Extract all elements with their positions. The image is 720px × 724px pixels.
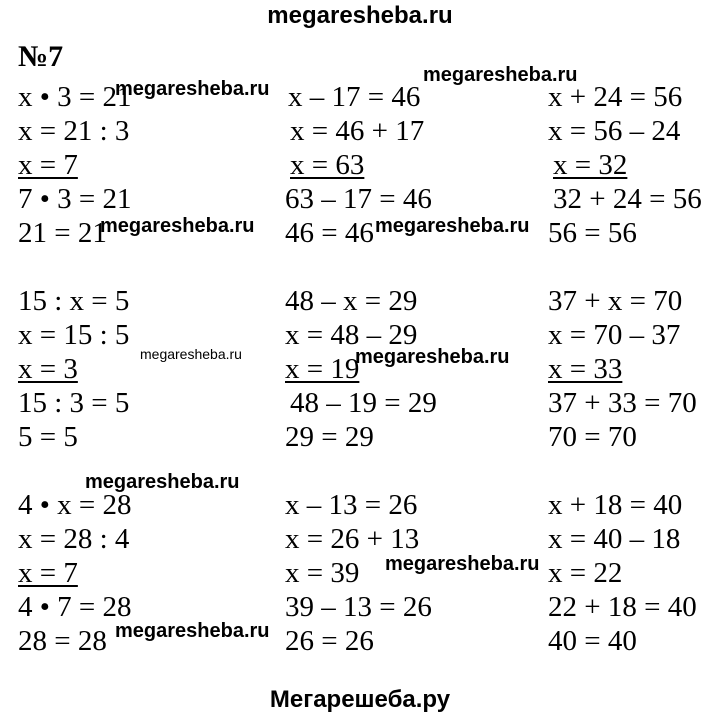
equation-line: x + 18 = 40	[548, 489, 683, 521]
watermark: megaresheba.ru	[375, 215, 530, 237]
equation-line: x = 26 + 13	[285, 523, 420, 555]
check-line: 70 = 70	[548, 421, 637, 453]
equation-line: x = 28 : 4	[18, 523, 130, 555]
watermark: megaresheba.ru	[85, 471, 240, 493]
answer-line: x = 39	[285, 557, 360, 589]
answer-line: x = 32	[553, 149, 628, 181]
check-line: 56 = 56	[548, 217, 637, 249]
equation-line: x = 70 – 37	[548, 319, 681, 351]
check-line: 48 – 19 = 29	[290, 387, 437, 419]
answer-line: x = 63	[290, 149, 365, 181]
watermark: megaresheba.ru	[115, 78, 270, 100]
check-line: 63 – 17 = 46	[285, 183, 432, 215]
equation-line: x • 3 = 21	[18, 81, 132, 113]
exercise-number: №7	[18, 40, 64, 73]
equation-line: 4 • x = 28	[18, 489, 132, 521]
check-line: 28 = 28	[18, 625, 107, 657]
equation-line: x = 56 – 24	[548, 115, 681, 147]
check-line: 15 : 3 = 5	[18, 387, 130, 419]
answer-line: x = 19	[285, 353, 360, 385]
site-header: megaresheba.ru	[267, 2, 453, 29]
equation-line: x = 21 : 3	[18, 115, 130, 147]
watermark: megaresheba.ru	[140, 346, 242, 362]
equation-line: x – 13 = 26	[285, 489, 418, 521]
check-line: 22 + 18 = 40	[548, 591, 697, 623]
equation-line: x = 40 – 18	[548, 523, 681, 555]
equation-line: 48 – x = 29	[285, 285, 418, 317]
check-line: 46 = 46	[285, 217, 374, 249]
answer-line: x = 22	[548, 557, 623, 589]
answer-line: x = 7	[18, 149, 78, 181]
equation-line: 37 + x = 70	[548, 285, 683, 317]
watermark: megaresheba.ru	[385, 553, 540, 575]
answer-line: x = 7	[18, 557, 78, 589]
watermark: megaresheba.ru	[100, 215, 255, 237]
check-line: 40 = 40	[548, 625, 637, 657]
watermark: megaresheba.ru	[115, 620, 270, 642]
equation-line: 15 : x = 5	[18, 285, 130, 317]
equation-line: x = 15 : 5	[18, 319, 130, 351]
check-line: 39 – 13 = 26	[285, 591, 432, 623]
check-line: 7 • 3 = 21	[18, 183, 132, 215]
answer-line: x = 3	[18, 353, 78, 385]
check-line: 4 • 7 = 28	[18, 591, 132, 623]
check-line: 26 = 26	[285, 625, 374, 657]
equation-line: x = 48 – 29	[285, 319, 418, 351]
equation-line: x – 17 = 46	[288, 81, 421, 113]
answer-line: x = 33	[548, 353, 623, 385]
equation-line: x = 46 + 17	[290, 115, 425, 147]
site-footer: Мегарешеба.ру	[269, 686, 451, 713]
check-line: 5 = 5	[18, 421, 78, 453]
check-line: 21 = 21	[18, 217, 107, 249]
equation-line: x + 24 = 56	[548, 81, 683, 113]
check-line: 32 + 24 = 56	[553, 183, 702, 215]
watermark: megaresheba.ru	[355, 346, 510, 368]
watermark: megaresheba.ru	[423, 64, 578, 86]
check-line: 37 + 33 = 70	[548, 387, 697, 419]
check-line: 29 = 29	[285, 421, 374, 453]
